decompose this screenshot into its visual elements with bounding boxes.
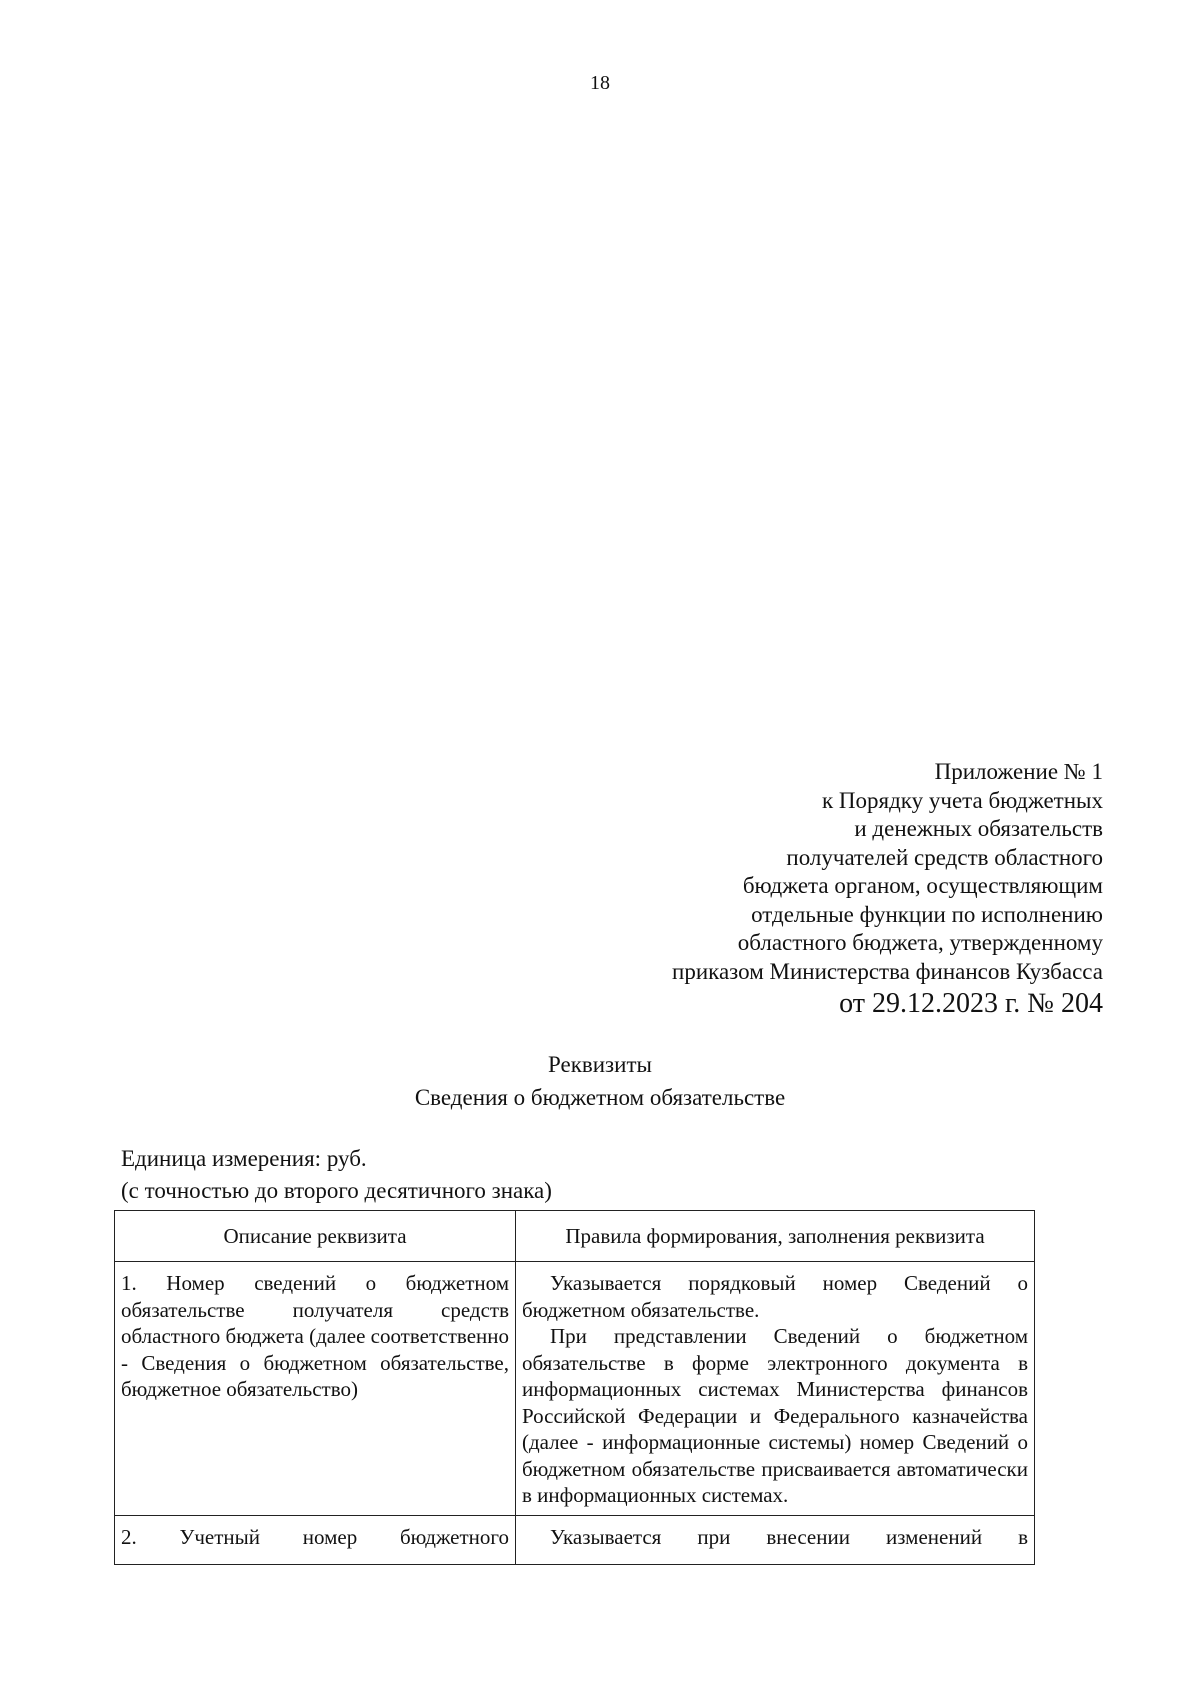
appendix-line: к Порядку учета бюджетных	[821, 787, 1103, 813]
appendix-line: Приложение № 1	[934, 759, 1103, 784]
rule-paragraph: Указывается при внесении изменений в	[550, 1524, 1028, 1549]
document-title	[0, 1048, 1200, 1114]
title-line: Реквизиты	[548, 1052, 652, 1077]
table-row	[115, 1262, 1035, 1516]
rule-paragraph: Указывается порядковый номер Сведений о бюджетном обязательстве.	[522, 1271, 1028, 1322]
table-cell-description	[115, 1262, 516, 1516]
order-date-number: от 29.12.2023 г. № 204	[839, 988, 1103, 1019]
subtitle-line: Сведения о бюджетном обязательстве	[414, 1085, 786, 1110]
appendix-line: приказом Министерства финансов Кузбасса	[672, 958, 1103, 984]
page-number: 18	[590, 72, 610, 94]
table-row	[115, 1515, 1035, 1564]
table-cell-description	[115, 1515, 516, 1564]
column-header-description: Описание реквизита	[115, 1211, 516, 1262]
column-header-rules: Правила формирования, заполнения реквизита	[516, 1211, 1035, 1262]
requisite-description: 2. Учетный номер бюджетного	[121, 1524, 509, 1549]
table-cell-rules	[516, 1515, 1035, 1564]
precision-line: (с точностью до второго десятичного знака)	[121, 1178, 552, 1203]
appendix-block	[503, 758, 1103, 1021]
appendix-line: отдельные функции по исполнению	[751, 901, 1103, 927]
rule-paragraph: При представлении Сведений о бюджетном обязательстве в форме электронного документа в информационных системах Министерства финансов Российской Федерации и Федерального казначейства (далее - информационные системы) номер Сведений о бюджетном обязательстве присваивается автоматически в информационных системах.	[522, 1324, 1028, 1507]
table-cell-rules	[516, 1262, 1035, 1516]
table-header-row	[115, 1211, 1035, 1262]
appendix-line: получателей средств областного	[786, 844, 1103, 870]
appendix-line: бюджета органом, осуществляющим	[742, 873, 1103, 898]
appendix-line: областного бюджета, утвержденному	[737, 930, 1103, 955]
units-note	[121, 1143, 552, 1207]
appendix-line: и денежных обязательств	[854, 816, 1103, 841]
requisites-table	[114, 1210, 1035, 1565]
units-line: Единица измерения: руб.	[121, 1146, 367, 1171]
requisite-description: 1. Номер сведений о бюджетном обязательстве получателя средств областного бюджета (далее соответственно - Сведения о бюджетном обязательстве, бюджетное обязательство)	[121, 1271, 509, 1401]
